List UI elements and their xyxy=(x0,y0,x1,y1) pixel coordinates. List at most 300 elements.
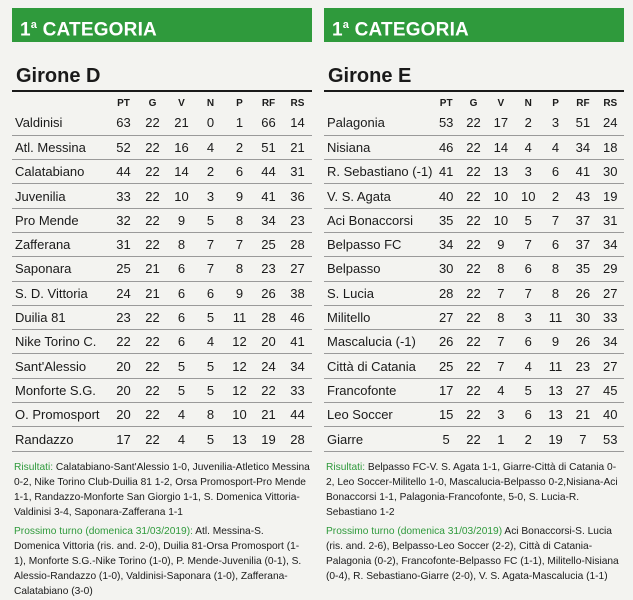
stat-cell: 7 xyxy=(487,354,514,378)
stat-cell: 23 xyxy=(569,354,596,378)
stat-cell: 6 xyxy=(167,281,196,305)
stat-cell: 11 xyxy=(542,354,569,378)
stat-cell: 12 xyxy=(225,354,254,378)
stat-cell: 34 xyxy=(597,232,624,256)
team-name: Juvenilia xyxy=(12,184,109,208)
stat-cell: 34 xyxy=(597,330,624,354)
stat-cell: 13 xyxy=(542,403,569,427)
stat-cell: 8 xyxy=(487,305,514,329)
column-header: RF xyxy=(261,98,276,109)
team-name: Calatabiano xyxy=(12,160,109,184)
stat-cell: 44 xyxy=(283,403,312,427)
stat-cell: 22 xyxy=(109,330,138,354)
results-paragraph xyxy=(326,460,622,520)
stat-cell: 6 xyxy=(225,160,254,184)
stat-cell: 5 xyxy=(196,305,225,329)
results-text: Calatabiano-Sant'Alessio 1-0, Juvenilia-Atletico Messina 0-2, Nike Torino Club-Duilia 81 1-2, Orsa Promosport-Pro Mende 1-1, Randazzo-Monforte San Giorgio 1-1, S. Domenica Vittoria-Valdinisi 3-4, Saponara-Zafferana 1-1 xyxy=(14,461,310,518)
stat-cell: 10 xyxy=(515,184,542,208)
title-divider xyxy=(12,90,312,92)
stat-cell: 3 xyxy=(487,403,514,427)
table-row xyxy=(324,403,624,427)
stat-cell: 20 xyxy=(109,354,138,378)
results-label: Risultati: xyxy=(326,461,366,473)
table-row xyxy=(12,208,312,232)
stat-cell: 25 xyxy=(254,232,283,256)
stat-cell: 18 xyxy=(597,135,624,159)
stat-cell: 7 xyxy=(515,281,542,305)
table-row xyxy=(12,111,312,135)
team-name: Sant'Alessio xyxy=(12,354,109,378)
stat-cell: 14 xyxy=(283,111,312,135)
stat-cell: 33 xyxy=(109,184,138,208)
stat-cell: 22 xyxy=(460,281,487,305)
stat-cell: 10 xyxy=(487,184,514,208)
team-name: Palagonia xyxy=(324,111,433,135)
stat-cell: 5 xyxy=(167,354,196,378)
stat-cell: 2 xyxy=(515,111,542,135)
stat-cell: 8 xyxy=(487,257,514,281)
team-name: R. Sebastiano (-1) xyxy=(324,160,433,184)
stat-cell: 10 xyxy=(487,208,514,232)
stat-cell: 22 xyxy=(460,403,487,427)
stat-cell: 22 xyxy=(138,427,167,451)
stat-cell: 28 xyxy=(283,427,312,451)
next-round-label: Prossimo turno (domenica 31/03/2019): xyxy=(14,525,193,537)
stat-cell: 23 xyxy=(109,305,138,329)
stat-cell: 22 xyxy=(138,354,167,378)
stat-cell: 25 xyxy=(109,257,138,281)
stat-cell: 21 xyxy=(138,257,167,281)
stat-cell: 34 xyxy=(254,208,283,232)
stat-cell: 3 xyxy=(515,305,542,329)
category-ordinal: a xyxy=(30,19,38,31)
stat-cell: 8 xyxy=(167,232,196,256)
stat-cell: 22 xyxy=(138,208,167,232)
stat-cell: 35 xyxy=(569,257,596,281)
table-row xyxy=(12,305,312,329)
table-row xyxy=(324,257,624,281)
group-title: Girone E xyxy=(328,65,412,87)
stat-cell: 4 xyxy=(515,135,542,159)
stat-cell: 22 xyxy=(460,232,487,256)
stat-cell: 43 xyxy=(569,184,596,208)
stat-cell: 21 xyxy=(138,281,167,305)
standings-panel-girone-d xyxy=(12,8,312,600)
stat-cell: 27 xyxy=(569,378,596,402)
column-header: N xyxy=(206,98,215,109)
stat-cell: 22 xyxy=(138,160,167,184)
stat-cell: 22 xyxy=(460,257,487,281)
table-row xyxy=(12,232,312,256)
column-header: G xyxy=(148,98,157,109)
stat-cell: 22 xyxy=(138,232,167,256)
stat-cell: 27 xyxy=(433,305,460,329)
category-number: 1 xyxy=(332,19,343,41)
stat-cell: 26 xyxy=(569,281,596,305)
table-row xyxy=(12,354,312,378)
stat-cell: 31 xyxy=(109,232,138,256)
stat-cell: 24 xyxy=(254,354,283,378)
stat-cell: 22 xyxy=(138,403,167,427)
stat-cell: 4 xyxy=(542,135,569,159)
stat-cell: 22 xyxy=(460,160,487,184)
stat-cell: 7 xyxy=(196,232,225,256)
stat-cell: 4 xyxy=(196,330,225,354)
stat-cell: 9 xyxy=(487,232,514,256)
stat-cell: 22 xyxy=(254,378,283,402)
team-name: Leo Soccer xyxy=(324,403,433,427)
stat-cell: 27 xyxy=(283,257,312,281)
team-name: Pro Mende xyxy=(12,208,109,232)
team-name: Aci Bonaccorsi xyxy=(324,208,433,232)
column-header: RS xyxy=(603,98,618,109)
stat-cell: 6 xyxy=(542,232,569,256)
stat-cell: 6 xyxy=(515,257,542,281)
results-text: Belpasso FC-V. S. Agata 1-1, Giarre-Città di Catania 0-2, Leo Soccer-Militello 1-0, Mascalucia-Belpasso 0-2,Nisiana-Aci Bonaccorsi 1-1, Palagonia-Francofonte, 5-0, S. Lucia-R. Sebastiano 1-2 xyxy=(326,461,618,518)
stat-cell: 6 xyxy=(542,160,569,184)
stat-cell: 27 xyxy=(597,281,624,305)
table-row xyxy=(324,378,624,402)
stat-cell: 22 xyxy=(138,111,167,135)
stat-cell: 12 xyxy=(225,330,254,354)
stat-cell: 19 xyxy=(542,427,569,451)
team-name: Militello xyxy=(324,305,433,329)
team-name: Mascalucia (-1) xyxy=(324,330,433,354)
stat-cell: 5 xyxy=(196,354,225,378)
results-label: Risultati: xyxy=(14,461,54,473)
team-name: Saponara xyxy=(12,257,109,281)
team-name: Nisiana xyxy=(324,135,433,159)
table-row xyxy=(12,135,312,159)
stat-cell: 6 xyxy=(167,330,196,354)
team-name: Randazzo xyxy=(12,427,109,451)
stat-cell: 22 xyxy=(138,305,167,329)
column-header xyxy=(324,93,433,111)
team-name: S. D. Vittoria xyxy=(12,281,109,305)
table-header-row xyxy=(324,93,624,111)
category-label: CATEGORIA xyxy=(354,19,469,41)
table-row xyxy=(12,378,312,402)
stat-cell: 10 xyxy=(167,184,196,208)
stat-cell: 6 xyxy=(167,257,196,281)
table-row xyxy=(12,403,312,427)
stat-cell: 44 xyxy=(109,160,138,184)
stat-cell: 21 xyxy=(283,135,312,159)
stat-cell: 7 xyxy=(196,257,225,281)
table-row xyxy=(12,330,312,354)
stat-cell: 26 xyxy=(433,330,460,354)
stat-cell: 5 xyxy=(515,378,542,402)
team-name: Belpasso xyxy=(324,257,433,281)
stat-cell: 7 xyxy=(515,232,542,256)
stat-cell: 9 xyxy=(167,208,196,232)
team-name: Giarre xyxy=(324,427,433,451)
stat-cell: 4 xyxy=(515,354,542,378)
stat-cell: 19 xyxy=(254,427,283,451)
stat-cell: 24 xyxy=(597,111,624,135)
stat-cell: 8 xyxy=(542,257,569,281)
stat-cell: 8 xyxy=(225,208,254,232)
stat-cell: 8 xyxy=(225,257,254,281)
stat-cell: 29 xyxy=(597,257,624,281)
standings-table xyxy=(324,93,624,452)
team-name: Monforte S.G. xyxy=(12,378,109,402)
table-row xyxy=(324,281,624,305)
stat-cell: 22 xyxy=(460,111,487,135)
stat-cell: 30 xyxy=(569,305,596,329)
stat-cell: 28 xyxy=(433,281,460,305)
category-header xyxy=(324,8,624,42)
category-header xyxy=(12,8,312,42)
stat-cell: 5 xyxy=(196,208,225,232)
stat-cell: 51 xyxy=(569,111,596,135)
stat-cell: 7 xyxy=(225,232,254,256)
table-row xyxy=(12,184,312,208)
stat-cell: 10 xyxy=(225,403,254,427)
table-row xyxy=(324,427,624,451)
stat-cell: 45 xyxy=(597,378,624,402)
stat-cell: 66 xyxy=(254,111,283,135)
stat-cell: 5 xyxy=(515,208,542,232)
stat-cell: 22 xyxy=(138,378,167,402)
stat-cell: 26 xyxy=(254,281,283,305)
stat-cell: 4 xyxy=(487,378,514,402)
stat-cell: 21 xyxy=(167,111,196,135)
table-row xyxy=(324,184,624,208)
column-header: P xyxy=(236,98,243,109)
team-name: Francofonte xyxy=(324,378,433,402)
stat-cell: 21 xyxy=(569,403,596,427)
stat-cell: 23 xyxy=(254,257,283,281)
table-row xyxy=(12,427,312,451)
stat-cell: 33 xyxy=(283,378,312,402)
column-header: N xyxy=(524,98,532,109)
stat-cell: 9 xyxy=(225,281,254,305)
table-row xyxy=(324,160,624,184)
stat-cell: 31 xyxy=(597,208,624,232)
stat-cell: 8 xyxy=(542,281,569,305)
team-name: Nike Torino C. xyxy=(12,330,109,354)
stat-cell: 22 xyxy=(460,305,487,329)
stat-cell: 63 xyxy=(109,111,138,135)
column-header: PT xyxy=(117,98,130,109)
stat-cell: 28 xyxy=(283,232,312,256)
stat-cell: 22 xyxy=(138,135,167,159)
team-name: Duilia 81 xyxy=(12,305,109,329)
column-header xyxy=(12,93,109,111)
table-row xyxy=(324,208,624,232)
team-name: Zafferana xyxy=(12,232,109,256)
stat-cell: 41 xyxy=(433,160,460,184)
stat-cell: 17 xyxy=(487,111,514,135)
column-header: G xyxy=(469,98,478,109)
stat-cell: 22 xyxy=(460,354,487,378)
stat-cell: 36 xyxy=(283,184,312,208)
stat-cell: 21 xyxy=(254,403,283,427)
stat-cell: 9 xyxy=(542,330,569,354)
stat-cell: 51 xyxy=(254,135,283,159)
stat-cell: 53 xyxy=(433,111,460,135)
stat-cell: 12 xyxy=(225,378,254,402)
column-header: RS xyxy=(290,98,305,109)
stat-cell: 7 xyxy=(542,208,569,232)
stat-cell: 5 xyxy=(196,378,225,402)
stat-cell: 14 xyxy=(167,160,196,184)
stat-cell: 52 xyxy=(109,135,138,159)
stat-cell: 11 xyxy=(542,305,569,329)
stat-cell: 22 xyxy=(138,184,167,208)
stat-cell: 31 xyxy=(283,160,312,184)
stat-cell: 3 xyxy=(196,184,225,208)
stat-cell: 16 xyxy=(167,135,196,159)
stat-cell: 33 xyxy=(597,305,624,329)
next-round-paragraph xyxy=(14,524,310,599)
match-notes xyxy=(12,460,312,599)
table-row xyxy=(12,257,312,281)
stat-cell: 53 xyxy=(597,427,624,451)
stat-cell: 41 xyxy=(283,330,312,354)
table-header-row xyxy=(12,93,312,111)
stat-cell: 4 xyxy=(167,403,196,427)
stat-cell: 20 xyxy=(109,378,138,402)
stat-cell: 22 xyxy=(460,378,487,402)
stat-cell: 22 xyxy=(460,135,487,159)
stat-cell: 22 xyxy=(460,427,487,451)
stat-cell: 41 xyxy=(254,184,283,208)
team-name: Città di Catania xyxy=(324,354,433,378)
stat-cell: 4 xyxy=(167,427,196,451)
stat-cell: 15 xyxy=(433,403,460,427)
table-row xyxy=(324,330,624,354)
stat-cell: 2 xyxy=(225,135,254,159)
stat-cell: 34 xyxy=(433,232,460,256)
stat-cell: 17 xyxy=(109,427,138,451)
stat-cell: 3 xyxy=(542,111,569,135)
stat-cell: 44 xyxy=(254,160,283,184)
stat-cell: 0 xyxy=(196,111,225,135)
stat-cell: 1 xyxy=(487,427,514,451)
stat-cell: 3 xyxy=(515,160,542,184)
stat-cell: 32 xyxy=(109,208,138,232)
match-notes xyxy=(324,460,624,584)
table-row xyxy=(324,111,624,135)
stat-cell: 35 xyxy=(433,208,460,232)
title-divider xyxy=(324,90,624,92)
stat-cell: 2 xyxy=(196,160,225,184)
stat-cell: 22 xyxy=(138,330,167,354)
stat-cell: 19 xyxy=(597,184,624,208)
stat-cell: 37 xyxy=(569,232,596,256)
standings-table xyxy=(12,93,312,452)
stat-cell: 26 xyxy=(569,330,596,354)
stat-cell: 28 xyxy=(254,305,283,329)
stat-cell: 24 xyxy=(109,281,138,305)
stat-cell: 41 xyxy=(569,160,596,184)
column-header: PT xyxy=(439,98,453,109)
stat-cell: 40 xyxy=(433,184,460,208)
column-header: RF xyxy=(576,98,590,109)
stat-cell: 6 xyxy=(196,281,225,305)
stat-cell: 38 xyxy=(283,281,312,305)
team-name: V. S. Agata xyxy=(324,184,433,208)
stat-cell: 11 xyxy=(225,305,254,329)
table-row xyxy=(324,305,624,329)
stat-cell: 34 xyxy=(283,354,312,378)
category-number: 1 xyxy=(20,19,31,41)
stat-cell: 22 xyxy=(460,330,487,354)
stat-cell: 4 xyxy=(196,135,225,159)
stat-cell: 17 xyxy=(433,378,460,402)
stat-cell: 7 xyxy=(487,330,514,354)
stat-cell: 14 xyxy=(487,135,514,159)
stat-cell: 6 xyxy=(515,330,542,354)
team-name: Belpasso FC xyxy=(324,232,433,256)
stat-cell: 46 xyxy=(283,305,312,329)
stat-cell: 40 xyxy=(597,403,624,427)
standings-panel-girone-e xyxy=(324,8,624,588)
table-row xyxy=(324,232,624,256)
stat-cell: 20 xyxy=(109,403,138,427)
stat-cell: 5 xyxy=(196,427,225,451)
table-row xyxy=(12,160,312,184)
stat-cell: 13 xyxy=(487,160,514,184)
stat-cell: 6 xyxy=(167,305,196,329)
stat-cell: 5 xyxy=(433,427,460,451)
column-header: P xyxy=(552,98,559,109)
stat-cell: 2 xyxy=(515,427,542,451)
stat-cell: 6 xyxy=(515,403,542,427)
next-round-label: Prossimo turno (domenica 31/03/2019) xyxy=(326,525,503,537)
stat-cell: 37 xyxy=(569,208,596,232)
stat-cell: 13 xyxy=(225,427,254,451)
next-round-text: Aci Bonaccorsi-S. Lucia (ris. and. 2-6), Belpasso-Leo Soccer (2-2), Città di Catania-Palagonia (0-2), Francofonte-Belpasso FC (1-1), Militello-Nisiana (0-4), R. Sebastiano-Giarre (2-0), V. S. Agata-Mascalucia (1-1) xyxy=(326,525,619,582)
stat-cell: 23 xyxy=(283,208,312,232)
stat-cell: 34 xyxy=(569,135,596,159)
stat-cell: 2 xyxy=(542,184,569,208)
table-row xyxy=(324,354,624,378)
stat-cell: 30 xyxy=(597,160,624,184)
category-ordinal: a xyxy=(342,19,350,31)
column-header: V xyxy=(178,98,185,109)
next-round-text: Atl. Messina-S. Domenica Vittoria (ris. and. 2-0), Duilia 81-Orsa Promosport (1-1), Monforte S.G.-Nike Torino (1-0), P. Mende-Juvenilia (0-1), S. Alessio-Randazzo (1-0), Valdinisi-Saponara (1-0), Zafferana-Calatabiano (3-0) xyxy=(14,525,302,597)
column-header: V xyxy=(497,98,505,109)
team-name: Valdinisi xyxy=(12,111,109,135)
stat-cell: 22 xyxy=(460,208,487,232)
stat-cell: 27 xyxy=(597,354,624,378)
next-round-paragraph xyxy=(326,524,622,584)
stat-cell: 20 xyxy=(254,330,283,354)
table-row xyxy=(12,281,312,305)
group-title: Girone D xyxy=(16,65,101,87)
team-name: Atl. Messina xyxy=(12,135,109,159)
stat-cell: 9 xyxy=(225,184,254,208)
table-row xyxy=(324,135,624,159)
stat-cell: 13 xyxy=(542,378,569,402)
team-name: O. Promosport xyxy=(12,403,109,427)
stat-cell: 7 xyxy=(569,427,596,451)
stat-cell: 30 xyxy=(433,257,460,281)
stat-cell: 5 xyxy=(167,378,196,402)
stat-cell: 8 xyxy=(196,403,225,427)
results-paragraph xyxy=(14,460,310,520)
stat-cell: 25 xyxy=(433,354,460,378)
category-label: CATEGORIA xyxy=(42,19,157,41)
stat-cell: 1 xyxy=(225,111,254,135)
team-name: S. Lucia xyxy=(324,281,433,305)
stat-cell: 22 xyxy=(460,184,487,208)
stat-cell: 46 xyxy=(433,135,460,159)
stat-cell: 7 xyxy=(487,281,514,305)
